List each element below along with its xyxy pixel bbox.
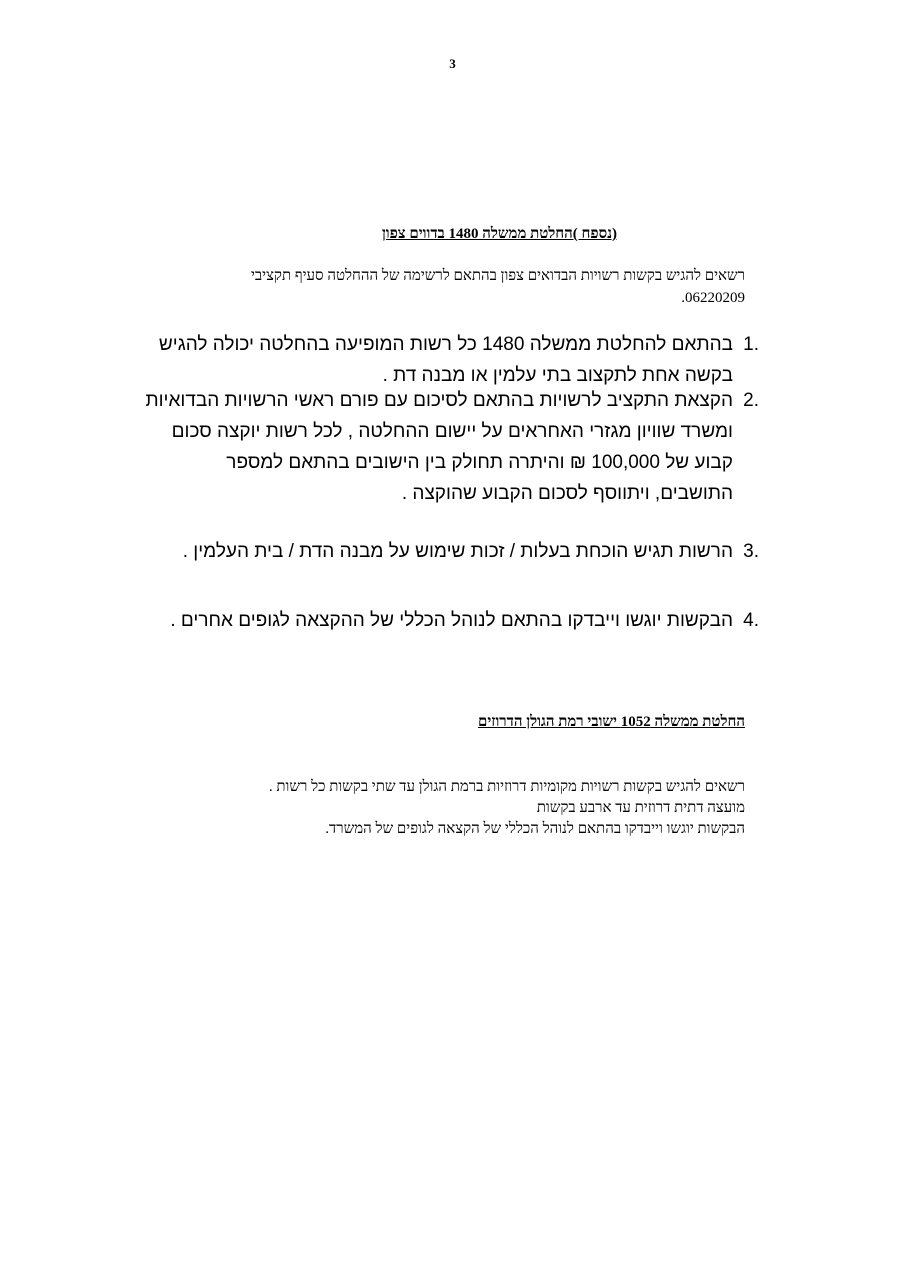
item-text (159, 329, 733, 391)
item-number: 1. (743, 334, 759, 355)
item-text (170, 605, 733, 636)
item-line: הרשות תגיש הוכחת בעלות / זכות שימוש על מבנה הדת / בית העלמין . (182, 541, 733, 562)
item-number: 3. (743, 541, 759, 562)
item-line: ומשרד שוויון מגזרי האחראים על יישום ההחלטה , לכל רשות יוקצה סכום (171, 421, 733, 442)
item-number: 2. (743, 390, 759, 411)
numbered-item-1 (159, 329, 759, 391)
section-2-body (269, 777, 745, 840)
item-line: בהתאם להחלטת ממשלה 1480 כל רשות המופיעה בהחלטה יכולה להגיש (158, 334, 733, 355)
section-2-line: רשאים להגיש בקשות רשויות מקומיות דרוזיות ברמת הגולן עד שתי בקשות כל רשות . (268, 779, 745, 795)
section-2-line: הבקשות יוגשו וייבדקו בהתאם לנוהל הכללי של הקצאה לגופים של המשרד. (325, 821, 745, 837)
item-line: בקשה אחת לתקצוב בתי עלמין או מבנה דת . (382, 365, 733, 386)
item-number: 4. (743, 610, 759, 631)
section-1-heading: (נספח )החלטת ממשלה 1480 בדווים צפון (381, 226, 617, 242)
page-number: 3 (449, 56, 456, 71)
item-line: הקצאת התקציב לרשויות בהתאם לסיכום עם פורם ראשי הרשויות הבדואיות (145, 390, 733, 411)
section-1-intro (125, 265, 745, 309)
intro-line: 06220209. (681, 290, 745, 306)
item-text (145, 385, 733, 509)
item-line: הבקשות יוגשו וייבדקו בהתאם לנוהל הכללי של ההקצאה לגופים אחרים . (170, 610, 733, 631)
item-line: התושבים, ויתווסף לסכום הקבוע שהוקצה . (401, 483, 733, 504)
numbered-item-4 (170, 605, 759, 636)
item-line: קבוע של 100,000 ₪ והיתרה תחולק בין הישובים בהתאם למספר (226, 452, 733, 473)
numbered-item-3 (183, 536, 759, 567)
section-2-line: מועצה דתית דרוזית עד ארבע בקשות (536, 800, 745, 816)
section-2-heading: החלטת ממשלה 1052 ישובי רמת הגולן הדרוזים (477, 714, 745, 730)
numbered-item-2 (145, 385, 759, 509)
item-text (183, 536, 733, 567)
intro-line: רשאים להגיש בקשות רשויות הבדואים צפון בהתאם לרשימה של ההחלטה סעיף תקציבי (250, 268, 745, 284)
